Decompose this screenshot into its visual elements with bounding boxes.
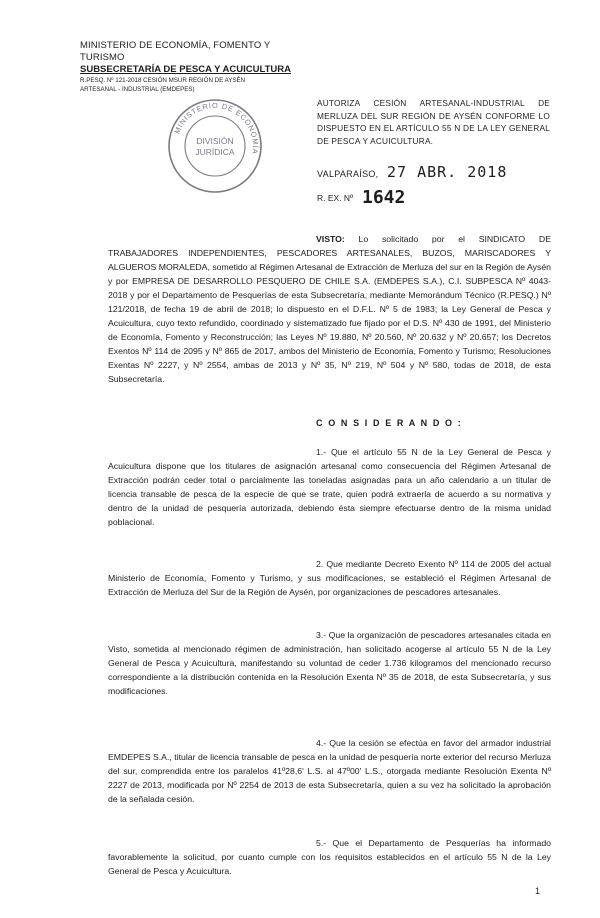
division-juridica-stamp	[165, 96, 265, 196]
page-number: 1	[535, 886, 541, 896]
stamp-ring-text: MINISTERIO DE ECONOMÍA	[172, 100, 261, 156]
date-stamp: 27 ABR. 2018	[387, 163, 508, 181]
considerando-3: 3.- Que la organización de pescadores artesanales citada en Visto, sometida al mencionado régimen de administración, han solicitado acogerse al artículo 55 N de la Ley General de Pesca y Acuicultura, manifestando su voluntad de ceder 1.736 kilogramos del mencionado recurso correspondiente a la distribución contenida en la Resolución Exenta Nº 35 de 2018, de esta Subsecretaría, y sus modificaciones.	[108, 630, 551, 696]
considerando-2: 2. Que mediante Decreto Exento Nº 114 de 2005 del actual Ministerio de Economía, Fomento y Turismo, y sus modificaciones, se estableció el Régimen Artesanal de Extracción de Merluza del Sur de la Región de Aysén, por organizaciones de pescadores artesanales.	[108, 559, 551, 597]
city-label: VALPARAÍSO,	[317, 169, 379, 179]
considerando-1: 1.- Que el artículo 55 N de la Ley General de Pesca y Acuicultura dispone que los titulares de asignación artesanal como consecuencia del Régimen Artesanal de Extracción podrán ceder total o parcialmente las toneladas asignadas para un año calendario a un titular de licencia transable de pesca de la especie de que se trate, quien podrá extraerla de acuerdo a su normativa y dentro de la unidad de pesquería autorizada, debiendo ésta siempre efectuarse dentro de la misma unidad poblacional.	[108, 447, 551, 527]
resolution-summary: AUTORIZA CESIÓN ARTESANAL-INDUSTRIAL DE MERLUZA DEL SUR REGIÓN DE AYSÉN CONFORME LO DISPUESTO EN EL ARTÍCULO 55 N DE LA LEY GENERAL DE PESCA Y ACUICULTURA.	[317, 98, 550, 146]
considerando-heading: C O N S I D E R A N D O :	[316, 418, 463, 428]
visto-paragraph	[108, 232, 551, 386]
stamp-inner-line1: DIVISIÓN	[196, 136, 234, 146]
subsecretary-name: SUBSECRETARÍA DE PESCA Y ACUICULTURA	[80, 64, 291, 75]
stamp-seal-icon	[165, 96, 265, 196]
visto-lead: VISTO:	[316, 234, 345, 244]
resolution-label: R. EX. Nº	[317, 193, 354, 203]
letterhead	[80, 40, 310, 94]
visto-text: Lo solicitado por el SINDICATO DE TRABAJADORES INDEPENDIENTES, PESCADORES ARTESANALES, BUZOS, MARISCADORES Y ALGUEROS MORALEDA, sometido al Régimen Artesanal de Extracción de Merluza del sur en la Región de Aysén y por EMPRESA DE DESARROLLO PESQUERO DE CHILE S.A. (EMDEPES S.A.), C.I. SUBPESCA Nº 4043-2018 y por el Departamento de Pesquerías de esta Subsecretaría, mediante Memorándum Técnico (R.PESQ.) Nº 121/2018, de fecha 19 de abril de 2018; lo dispuesto en el D.F.L. Nº 5 de 1983; la Ley General de Pesca y Acuicultura, cuyo texto refundido, coordinado y sistematizado fue fijado por el D.S. Nº 430 de 1991, del Ministerio de Economía, Fomento y Reconstrucción; las Leyes Nº 19.880, Nº 20.560, Nº 20.632 y Nº 20.657; los Decretos Exentos Nº 114 de 2095 y Nº 865 de 2017, ambos del Ministerio de Economía, Fomento y Turismo; Resoluciones Exentas Nº 2227, y Nº 2554, ambas de 2013 y Nº 35, Nº 219, Nº 504 y Nº 580, todas de 2018, de esta Subsecretaría.	[108, 234, 551, 384]
stamp-inner-line2: JURÍDICA	[195, 147, 235, 157]
considerando-5: 5.- Que el Departamento de Pesquerías ha informado favorablemente la solicitud, por cuanto cumple con los requisitos establecidos en el artículo 55 N de la Ley General de Pesca y Acuicultura.	[108, 838, 551, 876]
ministry-name: MINISTERIO DE ECONOMÍA, FOMENTO Y TURISMO	[80, 40, 271, 63]
resolution-number: 1642	[362, 187, 406, 208]
reference-line: R.PESQ. Nº 121-2018 CESIÓN MSUR REGIÓN DE AYSÉN	[80, 77, 246, 84]
considerando-4: 4.- Que la cesión se efectúa en favor del armador industrial EMDEPES S.A., titular de licencia transable de pesca en la unidad de pesquería norte exterior del recurso Merluza del sur, comprendida entre los paralelos 41º28,6' L.S. al 47º00' L.S., otorgada mediante Resolución Exenta Nº 2227 de 2013, modificada por Nº 2254 de 2013 de esta Subsecretaría, quien a su vez ha solicitado la aprobación de la señalada cesión.	[108, 738, 551, 804]
reference-line-2: ARTESANAL - INDUSTRIAL (EMDEPES)	[80, 86, 195, 93]
